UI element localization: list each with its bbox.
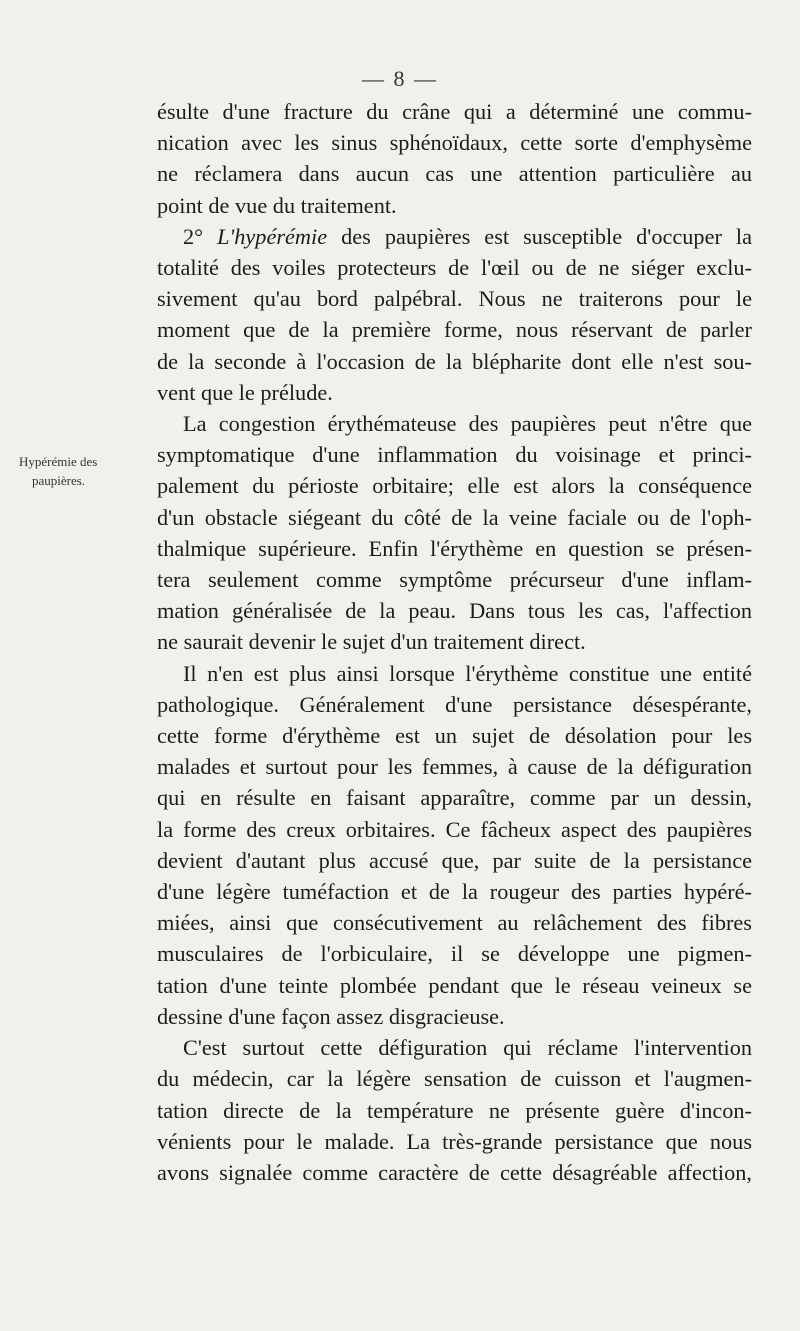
text-line: musculaires de l'orbiculaire, il se développe une pigmen-: [157, 941, 752, 967]
item-number: 2°: [183, 223, 218, 249]
margin-note-line: Hypérémie des: [19, 454, 98, 469]
text-line: qui en résulte en faisant apparaître, comme par un dessin,: [157, 785, 752, 811]
paragraph: [157, 408, 752, 658]
paragraph: [157, 96, 752, 221]
body-text: [157, 96, 752, 1188]
text-line: mation généralisée de la peau. Dans tous les cas, l'affection: [157, 598, 752, 624]
margin-note-line: paupières.: [32, 473, 86, 488]
text-line: Il n'en est plus ainsi lorsque l'érythème constitue une entité: [183, 660, 752, 686]
text-fragment: des paupières est susceptible d'occuper la: [327, 223, 752, 249]
text-line: sivement qu'au bord palpébral. Nous ne traiterons pour le: [157, 286, 752, 312]
text-line: moment que de la première forme, nous réservant de parler: [157, 317, 752, 343]
text-line: d'une légère tuméfaction et de la rougeur des parties hypéré-: [157, 879, 752, 905]
paragraph: [157, 658, 752, 1032]
text-line: dessine d'une façon assez disgracieuse.: [157, 1003, 505, 1029]
page-number: — 8 —: [362, 66, 438, 91]
text-line: totalité des voiles protecteurs de l'œil ou de ne siéger exclu-: [157, 255, 752, 281]
text-line: avons signalée comme caractère de cette désagréable affection,: [157, 1159, 752, 1185]
paragraph: [157, 221, 752, 408]
text-line: [157, 221, 752, 252]
text-line: nication avec les sinus sphénoïdaux, cette sorte d'emphysème: [157, 130, 752, 156]
text-line: pathologique. Généralement d'une persistance désespérante,: [157, 691, 752, 717]
text-line: La congestion érythémateuse des paupières peut n'être que: [183, 411, 752, 437]
text-line: du médecin, car la légère sensation de cuisson et l'augmen-: [157, 1066, 752, 1092]
text-line: point de vue du traitement.: [157, 192, 397, 218]
italic-term: L'hypérémie: [217, 223, 328, 249]
text-line: vénients pour le malade. La très-grande persistance que nous: [157, 1128, 752, 1154]
text-line: miées, ainsi que consécutivement au relâchement des fibres: [157, 910, 752, 936]
text-line: devient d'autant plus accusé que, par suite de la persistance: [157, 847, 752, 873]
text-line: vent que le prélude.: [157, 379, 333, 405]
paragraph: [157, 1032, 752, 1188]
text-line: de la seconde à l'occasion de la blépharite dont elle n'est sou-: [157, 348, 752, 374]
text-line: d'un obstacle siégeant du côté de la veine faciale ou de l'oph-: [157, 504, 752, 530]
text-line: ne saurait devenir le sujet d'un traitement direct.: [157, 629, 586, 655]
text-line: malades et surtout pour les femmes, à cause de la défiguration: [157, 754, 752, 780]
text-line: la forme des creux orbitaires. Ce fâcheux aspect des paupières: [157, 816, 752, 842]
text-line: ésulte d'une fracture du crâne qui a déterminé une commu-: [157, 99, 752, 124]
text-line: thalmique supérieure. Enfin l'érythème en question se présen-: [157, 535, 752, 561]
text-line: ne réclamera dans aucun cas une attention particulière au: [157, 161, 752, 187]
text-line: symptomatique d'une inflammation du voisinage et princi-: [157, 442, 752, 468]
text-line: palement du périoste orbitaire; elle est alors la conséquence: [157, 473, 752, 499]
text-line: tation directe de la température ne présente guère d'incon-: [157, 1097, 752, 1123]
text-line: C'est surtout cette défiguration qui réclame l'intervention: [183, 1035, 752, 1061]
text-line: tation d'une teinte plombée pendant que le réseau veineux se: [157, 972, 752, 998]
text-line: cette forme d'érythème est un sujet de désolation pour les: [157, 723, 752, 749]
text-line: tera seulement comme symptôme précurseur d'une inflam-: [157, 567, 752, 593]
margin-note: [19, 452, 137, 490]
